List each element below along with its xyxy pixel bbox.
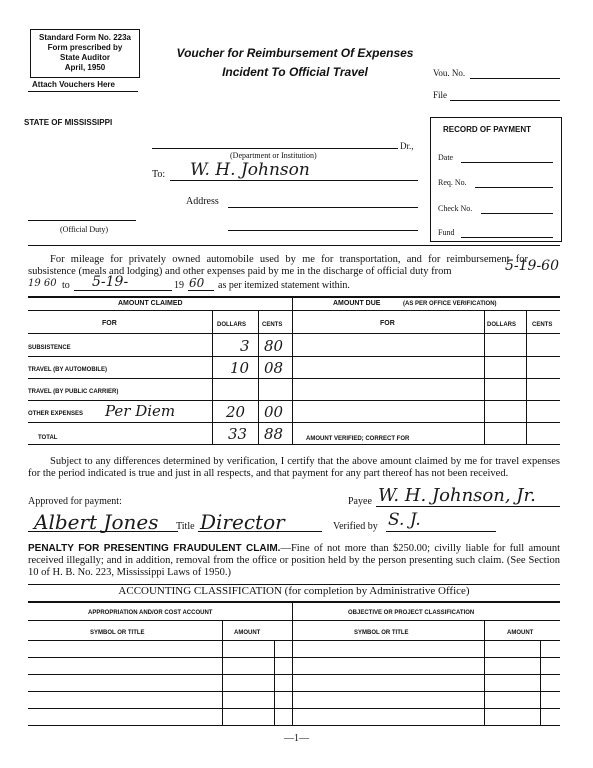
address-field[interactable]: [228, 207, 418, 208]
record-of-payment-box: [430, 117, 562, 242]
payee-signature: W. H. Johnson, Jr.: [378, 485, 536, 506]
row-auto-dollars: 10: [230, 359, 250, 377]
form-prescribed: Form prescribed by: [47, 43, 123, 52]
vou-no-field[interactable]: [470, 78, 560, 79]
per-statement-text: as per itemized statement within.: [218, 280, 350, 291]
row-public-label: TRAVEL (BY PUBLIC CARRIER): [28, 389, 119, 395]
row-other-label: OTHER EXPENSES: [28, 411, 84, 417]
amount-due-header: AMOUNT DUE: [333, 300, 381, 307]
dr-label: Dr.,: [400, 141, 414, 151]
row-subsistence-dollars: 3: [240, 337, 250, 355]
form-date: April, 1950: [64, 63, 106, 72]
dept-label: (Department or Institution): [230, 151, 317, 160]
due-cents-header: CENTS: [532, 322, 553, 328]
record-title: RECORD OF PAYMENT: [443, 125, 532, 134]
file-label: File: [433, 90, 448, 100]
payee-label: Payee: [348, 496, 372, 507]
to-date-handwritten: 5-19-: [92, 274, 129, 290]
from-date-handwritten: 5-19-60: [505, 258, 559, 274]
approver-signature: Albert Jones: [34, 510, 159, 534]
verified-by-label: Verified by: [333, 521, 378, 532]
record-req-label: Req. No.: [438, 178, 467, 187]
address-label: Address: [186, 196, 219, 207]
row-other-cents: 00: [264, 403, 284, 421]
due-for-header: FOR: [380, 320, 395, 327]
mileage-text: For mileage for privately owned automobile used by me for transportation, and for reimbursement for subsistence (meals and lodging) and other expenses paid by me in the discharge of official duty from: [28, 254, 528, 277]
payee-name-handwritten: W. H. Johnson: [190, 160, 310, 180]
voucher-title: Voucher for Reimbursement Of Expenses: [176, 46, 414, 60]
claimed-cents-header: CENTS: [262, 322, 283, 328]
state-label: STATE OF MISSISSIPPI: [24, 118, 113, 127]
record-check-label: Check No.: [438, 204, 473, 213]
vou-no-label: Vou. No.: [433, 68, 466, 78]
title-signature: Director: [200, 510, 285, 534]
page-number: —1—: [284, 733, 309, 744]
row-total-label: TOTAL: [38, 435, 58, 441]
approved-label: Approved for payment:: [28, 496, 122, 507]
accounting-left-header: APPROPRIATION AND/OR COST ACCOUNT: [88, 610, 213, 616]
accounting-left-amount: AMOUNT: [234, 630, 261, 636]
record-fund-label: Fund: [438, 228, 455, 237]
accounting-title: ACCOUNTING CLASSIFICATION (for completion by Administrative Office): [118, 585, 470, 597]
form-number-box: [30, 29, 140, 78]
file-field[interactable]: [450, 100, 560, 101]
accounting-right-symbol: SYMBOL OR TITLE: [354, 630, 409, 636]
row-subsistence-label: SUBSISTENCE: [28, 345, 71, 351]
row-total-cents: 88: [264, 425, 284, 443]
claimed-dollars-header: DOLLARS: [217, 322, 246, 328]
form-number: Standard Form No. 223a: [38, 33, 132, 42]
amount-due-note: (AS PER OFFICE VERIFICATION): [403, 301, 497, 307]
row-auto-cents: 08: [264, 359, 284, 377]
row-subsistence-cents: 80: [264, 337, 284, 355]
row-other-dollars: 20: [226, 403, 246, 421]
claimed-for-header: FOR: [102, 320, 117, 327]
penalty-heading: PENALTY FOR PRESENTING FRAUDULENT CLAIM.: [28, 543, 281, 554]
row-other-extra: Per Diem: [105, 402, 176, 420]
strike-year-handwritten: 19 60: [28, 278, 57, 289]
official-duty-label: (Official Duty): [60, 225, 109, 234]
verified-signature: S. J.: [388, 510, 421, 530]
year-handwritten: 60: [189, 276, 205, 290]
title-label: Title: [176, 521, 195, 532]
amount-claimed-header: AMOUNT CLAIMED: [118, 300, 183, 307]
year-prefix: 19: [174, 280, 184, 291]
amount-verified-label: AMOUNT VERIFIED; CORRECT FOR: [306, 436, 410, 442]
form-auditor: State Auditor: [60, 53, 110, 62]
accounting-right-header: OBJECTIVE OR PROJECT CLASSIFICATION: [348, 610, 475, 616]
row-auto-label: TRAVEL (BY AUTOMOBILE): [28, 367, 108, 373]
due-dollars-header: DOLLARS: [487, 322, 516, 328]
record-date-label: Date: [438, 153, 454, 162]
certify-text: Subject to any differences determined by verification, I certify that the above amount claimed by me for travel expenses for the period indicated is true and just in all respects, and that payment for any part thereof has not been received.: [28, 456, 560, 479]
voucher-subtitle: Incident To Official Travel: [222, 65, 368, 79]
accounting-left-symbol: SYMBOL OR TITLE: [90, 630, 145, 636]
accounting-right-amount: AMOUNT: [507, 630, 534, 636]
row-total-dollars: 33: [228, 425, 248, 443]
to-label: To:: [152, 169, 166, 180]
penalty-text: —Fine of not more than $250.00; civilly liable for full amount received illegally; and in addition, removal from the office or position held by the person presenting such claim. (See Section 10 of H. B. No. 223, Mississippi Laws of 1950.): [28, 543, 561, 578]
to-word: to: [62, 280, 70, 291]
attach-note: Attach Vouchers Here: [32, 80, 115, 89]
